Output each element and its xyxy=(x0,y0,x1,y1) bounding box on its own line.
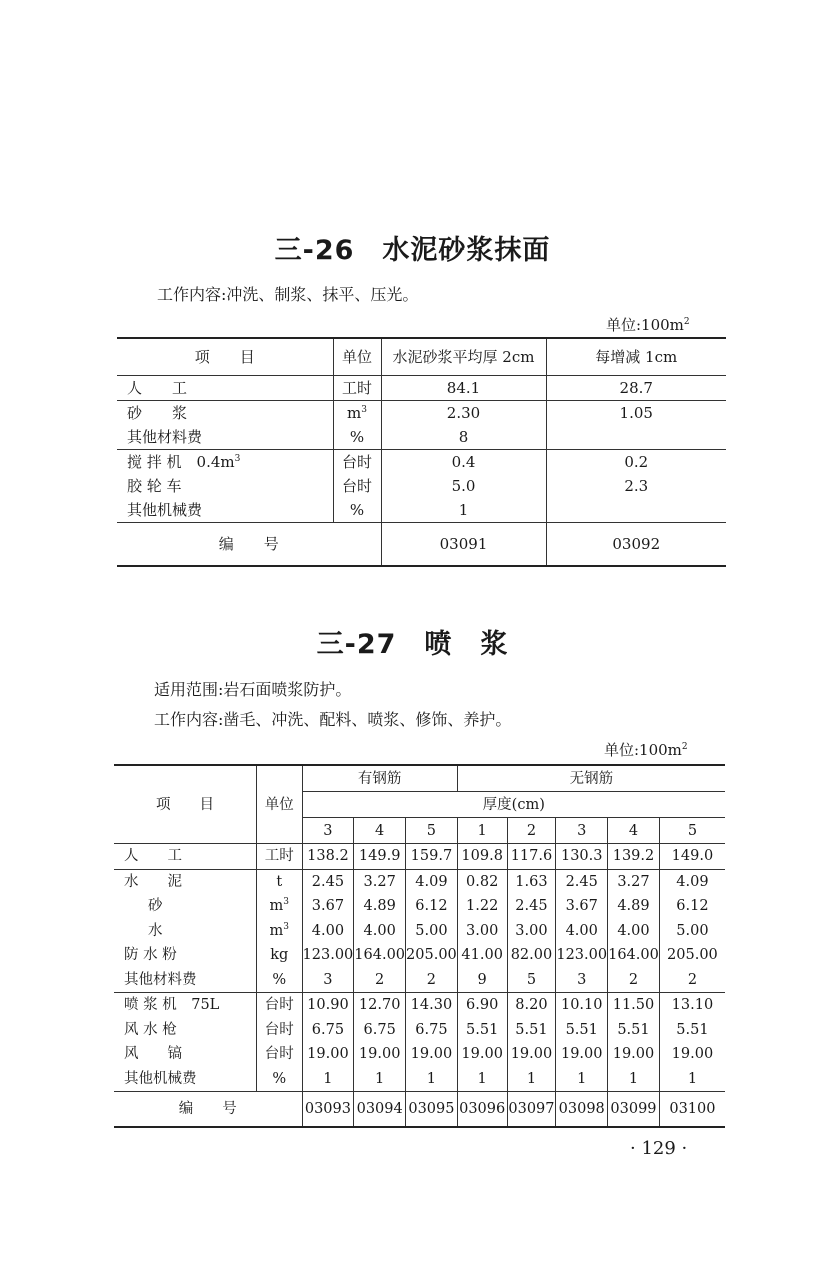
row-value: 109.8 xyxy=(457,844,507,870)
row-value: 1 xyxy=(507,1067,556,1092)
row-value: 5.0 xyxy=(381,474,546,498)
thickness-cell: 3 xyxy=(302,818,354,844)
work-content-line: 工作内容:冲洗、制浆、抹平、压光。 xyxy=(157,285,419,304)
header-unit: 单位 xyxy=(256,765,302,844)
row-value: 1 xyxy=(659,1067,725,1092)
row-value: 0.2 xyxy=(546,450,726,475)
row-value: 4.89 xyxy=(354,894,406,919)
row-value: 84.1 xyxy=(381,376,546,401)
table-header-row xyxy=(117,338,726,376)
code-value: 03091 xyxy=(381,523,546,567)
table-header-row xyxy=(114,765,725,792)
row-value: 19.00 xyxy=(406,1042,458,1067)
row-item: 搅 拌 机 $0.4m^3$ xyxy=(127,453,241,471)
row-value: 164.00 xyxy=(354,943,406,968)
row-value: 4.09 xyxy=(406,869,458,894)
row-value: 19.00 xyxy=(608,1042,660,1067)
row-unit: 台时 xyxy=(256,993,302,1018)
thickness-cell: 4 xyxy=(608,818,660,844)
row-value: 3.27 xyxy=(608,869,660,894)
row-value: 149.9 xyxy=(354,844,406,870)
row-value: 2 xyxy=(659,968,725,993)
thickness-cell: 4 xyxy=(354,818,406,844)
row-value: 5.51 xyxy=(659,1018,725,1043)
row-value: 3 xyxy=(302,968,354,993)
code-value: 03099 xyxy=(608,1092,660,1128)
row-value: 2 xyxy=(354,968,406,993)
row-item: 风 镐 xyxy=(114,1042,256,1067)
thickness-cell: 5 xyxy=(406,818,458,844)
table-row xyxy=(114,1042,725,1067)
table-row xyxy=(114,1018,725,1043)
section-title-3-27: 三-27 喷 浆 xyxy=(316,629,509,660)
row-value: 5 xyxy=(507,968,556,993)
row-value: 19.00 xyxy=(302,1042,354,1067)
row-value: 1.22 xyxy=(457,894,507,919)
row-value: 2.45 xyxy=(507,894,556,919)
row-value: 6.12 xyxy=(659,894,725,919)
row-value: 139.2 xyxy=(608,844,660,870)
header-col1: 水泥砂浆平均厚 2cm xyxy=(381,338,546,376)
row-value: 0.82 xyxy=(457,869,507,894)
row-value: 4.00 xyxy=(556,919,608,944)
table-row xyxy=(114,919,725,944)
row-value: 6.12 xyxy=(406,894,458,919)
row-value: 8 xyxy=(381,425,546,450)
row-value: 2.45 xyxy=(556,869,608,894)
row-value: 2.30 xyxy=(381,401,546,426)
row-item: 其他材料费 xyxy=(117,425,333,450)
row-value: 0.4 xyxy=(381,450,546,475)
table-row xyxy=(114,894,725,919)
header-item: 项 目 xyxy=(117,338,333,376)
thickness-cell: 3 xyxy=(556,818,608,844)
row-item: 其他材料费 xyxy=(114,968,256,993)
row-value: 11.50 xyxy=(608,993,660,1018)
code-value: 03100 xyxy=(659,1092,725,1128)
thickness-cell: 2 xyxy=(507,818,556,844)
thickness-cell: 1 xyxy=(457,818,507,844)
row-value: 149.0 xyxy=(659,844,725,870)
row-value: 123.00 xyxy=(302,943,354,968)
row-value: 205.00 xyxy=(406,943,458,968)
table-row xyxy=(114,993,725,1018)
row-unit: $m^3$ xyxy=(256,919,302,944)
row-item: 砂 浆 xyxy=(127,404,188,422)
code-value: 03097 xyxy=(507,1092,556,1128)
row-value: 1 xyxy=(457,1067,507,1092)
row-value: 6.75 xyxy=(354,1018,406,1043)
row-value: 19.00 xyxy=(659,1042,725,1067)
row-value: 123.00 xyxy=(556,943,608,968)
row-value: 5.00 xyxy=(406,919,458,944)
row-value: 9 xyxy=(457,968,507,993)
page-number: · 129 · xyxy=(630,1138,688,1159)
code-label: 编 号 xyxy=(117,523,381,567)
row-value: 82.00 xyxy=(507,943,556,968)
row-item: 其他机械费 xyxy=(114,1067,256,1092)
row-unit: kg xyxy=(256,943,302,968)
table-row xyxy=(117,425,726,450)
row-value: 3 xyxy=(556,968,608,993)
row-value: 19.00 xyxy=(457,1042,507,1067)
row-value: 3.27 xyxy=(354,869,406,894)
row-value: 5.51 xyxy=(457,1018,507,1043)
row-value: 1.63 xyxy=(507,869,556,894)
scope-line: 适用范围:岩石面喷浆防护。 xyxy=(154,680,352,699)
row-unit: 台时 xyxy=(256,1042,302,1067)
table-row xyxy=(114,968,725,993)
row-unit: 台时 xyxy=(333,450,381,475)
work-content-line-2: 工作内容:凿毛、冲洗、配料、喷浆、修饰、养护。 xyxy=(154,710,512,729)
table-row xyxy=(117,376,726,401)
row-value: 3.67 xyxy=(302,894,354,919)
row-item: 防 水 粉 xyxy=(114,943,256,968)
row-unit: t xyxy=(256,869,302,894)
code-value: 03094 xyxy=(354,1092,406,1128)
row-value: 1.05 xyxy=(546,401,726,426)
code-row xyxy=(117,523,726,567)
row-value: 12.70 xyxy=(354,993,406,1018)
row-value: 6.90 xyxy=(457,993,507,1018)
row-value: 4.00 xyxy=(354,919,406,944)
row-unit: 工时 xyxy=(256,844,302,870)
row-value: 13.10 xyxy=(659,993,725,1018)
table-row xyxy=(117,401,726,426)
row-value: 5.51 xyxy=(608,1018,660,1043)
code-value: 03092 xyxy=(546,523,726,567)
row-unit: 台时 xyxy=(333,474,381,498)
row-value: 205.00 xyxy=(659,943,725,968)
row-unit: % xyxy=(256,968,302,993)
row-value: 6.75 xyxy=(406,1018,458,1043)
header-item: 项 目 xyxy=(114,765,256,844)
row-value: 1 xyxy=(556,1067,608,1092)
row-value: 2.45 xyxy=(302,869,354,894)
code-label: 编 号 xyxy=(114,1092,302,1128)
row-value: 1 xyxy=(302,1067,354,1092)
row-unit: $m^3$ xyxy=(256,894,302,919)
row-unit: $m^3$ xyxy=(333,401,381,426)
row-item: 水 xyxy=(114,919,256,944)
unit-label: 单位$:100m^2$ xyxy=(606,316,690,334)
table-row xyxy=(117,498,726,523)
row-value: 130.3 xyxy=(556,844,608,870)
row-value: 10.90 xyxy=(302,993,354,1018)
table-row xyxy=(117,474,726,498)
row-value: 10.10 xyxy=(556,993,608,1018)
row-item: 喷 浆 机 75L xyxy=(114,993,256,1018)
thickness-cell: 5 xyxy=(659,818,725,844)
row-item: 砂 xyxy=(114,894,256,919)
row-value: 8.20 xyxy=(507,993,556,1018)
row-unit: 工时 xyxy=(333,376,381,401)
row-value: 5.51 xyxy=(507,1018,556,1043)
row-value: 19.00 xyxy=(507,1042,556,1067)
row-value: 159.7 xyxy=(406,844,458,870)
header-unit: 单位 xyxy=(333,338,381,376)
unit-label-2: 单位$:100m^2$ xyxy=(604,741,688,759)
row-item: 胶 轮 车 xyxy=(127,477,182,495)
row-value: 4.00 xyxy=(302,919,354,944)
row-value: 19.00 xyxy=(556,1042,608,1067)
row-unit: % xyxy=(333,498,381,523)
row-value: 2 xyxy=(608,968,660,993)
spray-mortar-table xyxy=(114,764,725,1128)
row-value: 2.3 xyxy=(546,474,726,498)
row-value: 1 xyxy=(406,1067,458,1092)
row-item: 风 水 枪 xyxy=(114,1018,256,1043)
row-value: 3.00 xyxy=(507,919,556,944)
table-row xyxy=(114,844,725,870)
row-value: 6.75 xyxy=(302,1018,354,1043)
section-title-3-26: 三-26 水泥砂浆抹面 xyxy=(274,235,551,266)
row-value: 3.00 xyxy=(457,919,507,944)
row-value: 28.7 xyxy=(546,376,726,401)
header-with-rebar: 有钢筋 xyxy=(302,765,457,792)
row-value: 19.00 xyxy=(354,1042,406,1067)
row-value: 3.67 xyxy=(556,894,608,919)
row-value: 1 xyxy=(354,1067,406,1092)
code-value: 03093 xyxy=(302,1092,354,1128)
row-value: 138.2 xyxy=(302,844,354,870)
row-value: 5.51 xyxy=(556,1018,608,1043)
cement-mortar-table xyxy=(117,337,726,567)
row-unit: % xyxy=(333,425,381,450)
row-value: 164.00 xyxy=(608,943,660,968)
code-value: 03096 xyxy=(457,1092,507,1128)
code-value: 03098 xyxy=(556,1092,608,1128)
row-value: 117.6 xyxy=(507,844,556,870)
row-value: 5.00 xyxy=(659,919,725,944)
row-value xyxy=(546,498,726,523)
row-item: 人 工 xyxy=(114,844,256,870)
row-unit: % xyxy=(256,1067,302,1092)
row-value: 2 xyxy=(406,968,458,993)
row-value: 4.89 xyxy=(608,894,660,919)
row-value xyxy=(546,425,726,450)
header-col2: 每增减 1cm xyxy=(546,338,726,376)
row-value: 14.30 xyxy=(406,993,458,1018)
table-row xyxy=(114,943,725,968)
row-value: 1 xyxy=(608,1067,660,1092)
row-value: 1 xyxy=(381,498,546,523)
row-value: 4.00 xyxy=(608,919,660,944)
table-row xyxy=(114,869,725,894)
header-thickness: 厚度(cm) xyxy=(302,792,725,818)
row-item: 人 工 xyxy=(117,376,333,401)
code-row xyxy=(114,1092,725,1128)
header-without-rebar: 无钢筋 xyxy=(457,765,725,792)
row-item: 水 泥 xyxy=(114,869,256,894)
table-body xyxy=(114,844,725,1092)
row-value: 41.00 xyxy=(457,943,507,968)
row-unit: 台时 xyxy=(256,1018,302,1043)
row-value: 4.09 xyxy=(659,869,725,894)
table-row xyxy=(117,450,726,475)
row-item: 其他机械费 xyxy=(127,501,203,519)
code-value: 03095 xyxy=(406,1092,458,1128)
table-row xyxy=(114,1067,725,1092)
